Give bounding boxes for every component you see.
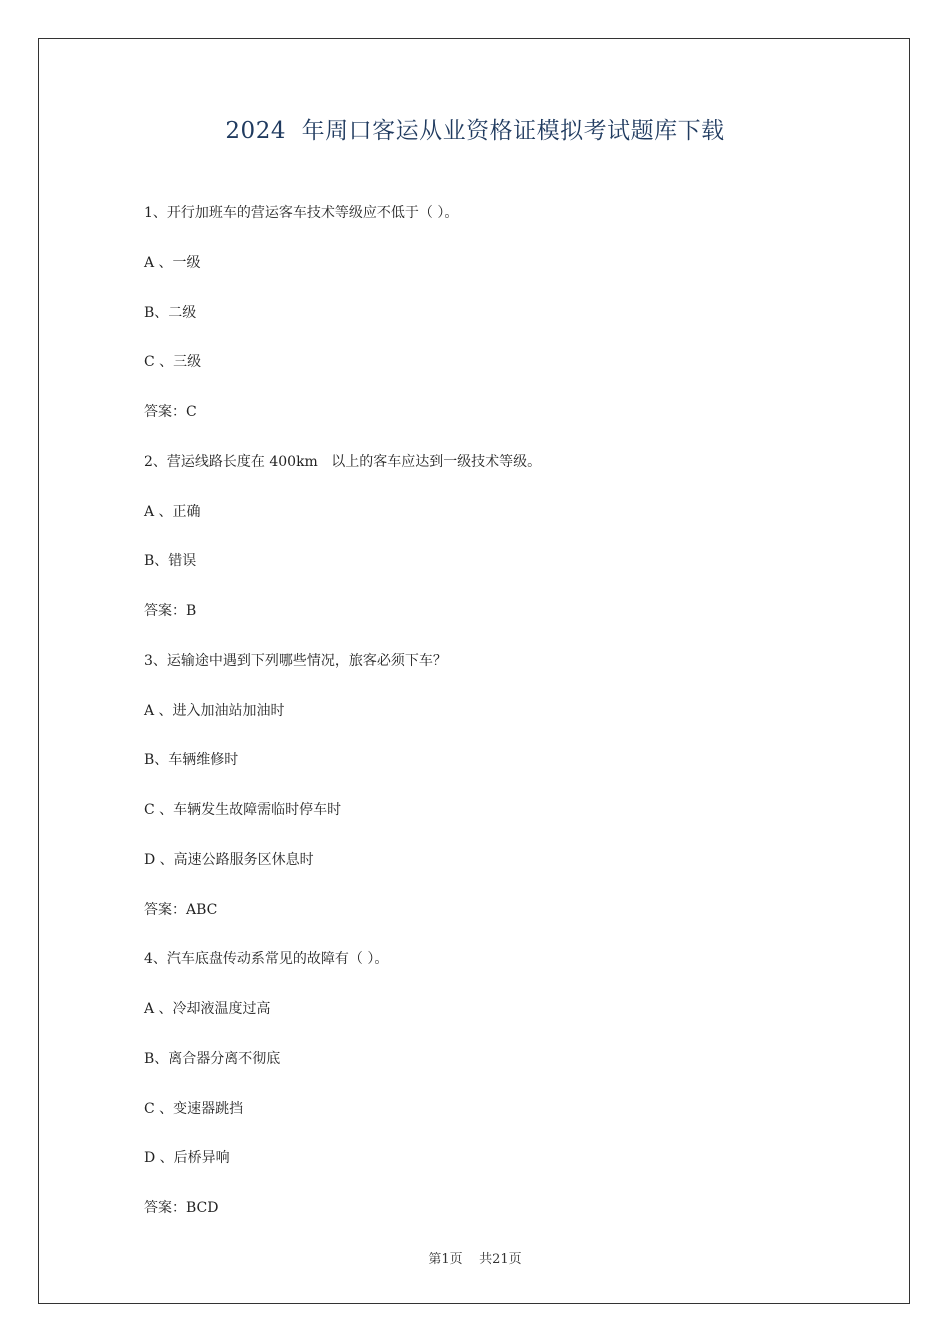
question-2-text: 2、营运线路长度在 400km 以上的客车应达到一级技术等级。 bbox=[144, 453, 542, 470]
question-3-option-d: D 、高速公路服务区休息时 bbox=[144, 851, 314, 868]
question-3-option-a: A 、进入加油站加油时 bbox=[144, 702, 285, 719]
question-list bbox=[144, 200, 844, 1245]
document-title: 2024 年周口客运从业资格证模拟考试题库下载 bbox=[225, 118, 725, 144]
question-4-answer: 答案：BCD bbox=[144, 1200, 219, 1216]
question-2-option-a: A 、正确 bbox=[144, 503, 201, 520]
page-number-footer: 第1页 共21页 bbox=[428, 1252, 522, 1267]
question-3-answer: 答案：ABC bbox=[144, 901, 218, 918]
question-3-text: 3、运输途中遇到下列哪些情况，旅客必须下车？ bbox=[144, 652, 447, 669]
question-1-option-b: B、二级 bbox=[144, 304, 197, 321]
question-2-option-b: B、错误 bbox=[144, 553, 197, 570]
question-4-text: 4、汽车底盘传动系常见的故障有（ ）。 bbox=[144, 951, 389, 968]
question-2-answer: 答案：B bbox=[144, 603, 197, 619]
question-3-option-c: C 、车辆发生故障需临时停车时 bbox=[144, 802, 342, 818]
question-4-option-c: C 、变速器跳挡 bbox=[144, 1100, 244, 1117]
question-4-option-a: A 、冷却液温度过高 bbox=[144, 1001, 271, 1017]
question-3-option-b: B、车辆维修时 bbox=[144, 752, 239, 769]
question-4-option-b: B、离合器分离不彻底 bbox=[144, 1050, 281, 1067]
question-4-option-d: D 、后桥异响 bbox=[144, 1150, 230, 1167]
question-1-option-a: A 、一级 bbox=[144, 254, 201, 271]
question-1-text: 1、开行加班车的营运客车技术等级应不低于（ ）。 bbox=[144, 205, 459, 221]
question-1-answer: 答案：C bbox=[144, 404, 197, 420]
question-1-option-c: C 、三级 bbox=[144, 354, 202, 371]
